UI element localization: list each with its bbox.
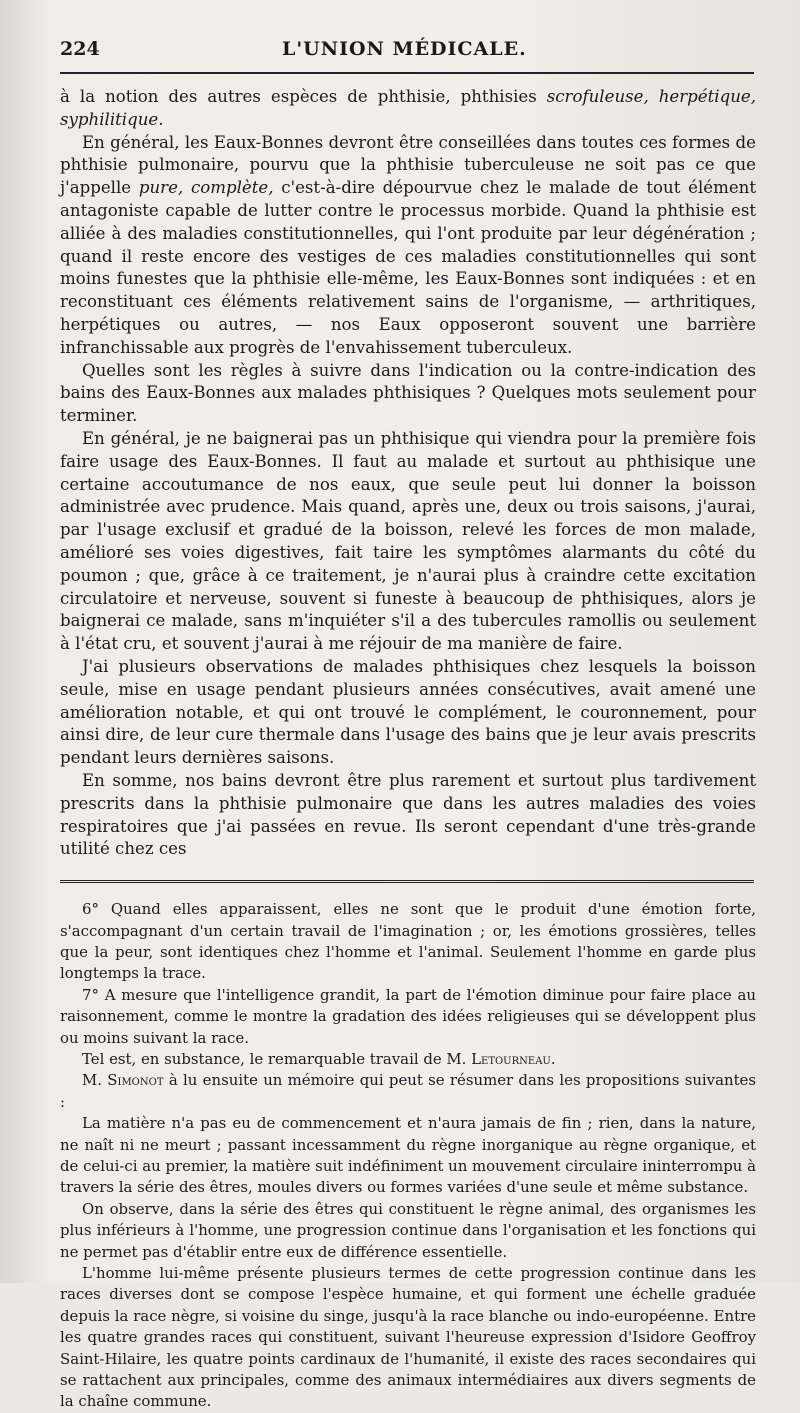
italic-phrase: scrofuleuse, herpétique, syphilitique. [60, 87, 756, 129]
paragraph-1: à la notion des autres espèces de phthisie, phthisies scrofuleuse, herpétique, syphilitique. [60, 87, 756, 129]
italic-phrase: pure, complète, [138, 178, 274, 198]
paragraph-3: Quelles sont les règles à suivre dans l'indication ou la contre-indication des bains des Eaux-Bonnes aux malades phthisiques ? Quelques mots seulement pour terminer. [60, 360, 756, 426]
page-header [60, 38, 754, 74]
page-number: 224 [60, 38, 100, 60]
notes-section [60, 899, 756, 1413]
author-name: Letourneau [471, 1049, 551, 1068]
paragraph-6: En somme, nos bains devront être plus rarement et surtout plus tardivement prescrits dans la phthisie pulmonaire que dans les autres maladies des voies respiratoires que j'ai passées en revue. Ils seront cependant d'une très-grande utilité chez ces [60, 770, 756, 859]
proposition-2: On observe, dans la série des êtres qui constituent le règne animal, des organismes les plus inférieurs à l'homme, une progression continue dans l'organisation et les fonctions qui ne permet pas d'établir entre eux de différence essentielle. [60, 1199, 756, 1261]
proposition-3: L'homme lui-même présente plusieurs termes de cette progression continue dans les races diverses dont se compose l'espèce humaine, et qui forment une échelle graduée depuis la race nègre, si voisine du singe, jusqu'à la race blanche ou indo-européenne. Entre les quatre grandes races qui constituent, suivant l'heureuse expression d'Isidore Geoffroy Saint-Hilaire, les quatre points cardinaux de l'humanité, il existe des races secondaires qui se rattachent aux principales, comme des animaux intermédiaires aux divers segments de la chaîne commune. [60, 1264, 756, 1411]
main-text [60, 86, 756, 861]
note-item-6: 6° Quand elles apparaissent, elles ne sont que le produit d'une émotion forte, s'accompagnant d'un certain travail de l'imagination ; or, les émotions grossières, telles que la peur, sont identiques chez l'homme et l'animal. Seulement l'homme en garde plus longtemps la trace. [60, 900, 756, 983]
paragraph-2: En général, les Eaux-Bonnes devront être conseillées dans toutes ces formes de phthisie pulmonaire, pourvu que la phthisie tuberculeuse ne soit pas ce que j'appelle pure, complète, c'est-à-dire dépourvue chez le malade de tout élément antagoniste capable de lutter contre le processus morbide. Quand la phthisie est alliée à des maladies constitutionnelles, qui l'ont produite par leur dégénération ; quand il reste encore des vestiges de ces maladies constitutionnelles qui sont moins funestes que la phthisie elle-même, les Eaux-Bonnes sont indiquées : et en reconstituant ces éléments relativement sains de l'organisme, — arthritiques, herpétiques ou autres, — nos Eaux opposeront souvent une barrière infranchissable aux progrès de l'envahissement tuberculeux. [60, 132, 756, 357]
note-intro-simonot: M. Simonot à lu ensuite un mémoire qui peut se résumer dans les propositions suivantes : [60, 1071, 757, 1111]
note-item-7: 7° A mesure que l'intelligence grandit, la part de l'émotion diminue pour faire place au raisonnement, comme le montre la gradation des idées religieuses qui se développent plus ou moins suivant la race. [60, 985, 756, 1047]
running-title: L'UNION MÉDICALE. [282, 38, 527, 60]
note-summary: Tel est, en substance, le remarquable travail de M. Letourneau. [82, 1049, 556, 1068]
proposition-1: La matière n'a pas eu de commencement et n'aura jamais de fin ; rien, dans la nature, ne naît ni ne meurt ; passant incessamment du règne inorganique au règne organique, et de celui-ci au premier, la matière suit indéfiniment un mouvement circulaire ininterrompu à travers la série des êtres, moules divers ou formes variées d'une seule et même substance. [60, 1114, 756, 1197]
paragraph-4: En général, je ne baignerai pas un phthisique qui viendra pour la première fois faire usage des Eaux-Bonnes. Il faut au malade et surtout au phthisique une certaine accoutumance de nos eaux, que seule peut lui donner la boisson administrée avec prudence. Mais quand, après une, deux ou trois saisons, j'aurai, par l'usage exclusif et gradué de la boisson, relevé les forces de mon malade, amélioré ses voies digestives, fait taire les symptômes alarmants du côté du poumon ; que, grâce à ce traitement, je n'aurai plus à craindre cette excitation circulatoire et nerveuse, souvent si funeste à beaucoup de phthisiques, alors je baignerai ce malade, sans m'inquiéter s'il a des tubercules ramollis ou seulement à l'état cru, et souvent j'aurai à me réjouir de ma manière de faire. [60, 428, 756, 654]
section-divider [60, 880, 754, 885]
paragraph-5: J'ai plusieurs observations de malades phthisiques chez lesquels la boisson seule, mise en usage pendant plusieurs années consécutives, avait amené une amélioration notable, et qui ont trouvé le complément, le couronnement, pour ainsi dire, de leur cure thermale dans l'usage des bains que je leur avais prescrits pendant leurs dernières saisons. [60, 656, 756, 768]
author-name: M. Simonot [82, 1071, 164, 1090]
